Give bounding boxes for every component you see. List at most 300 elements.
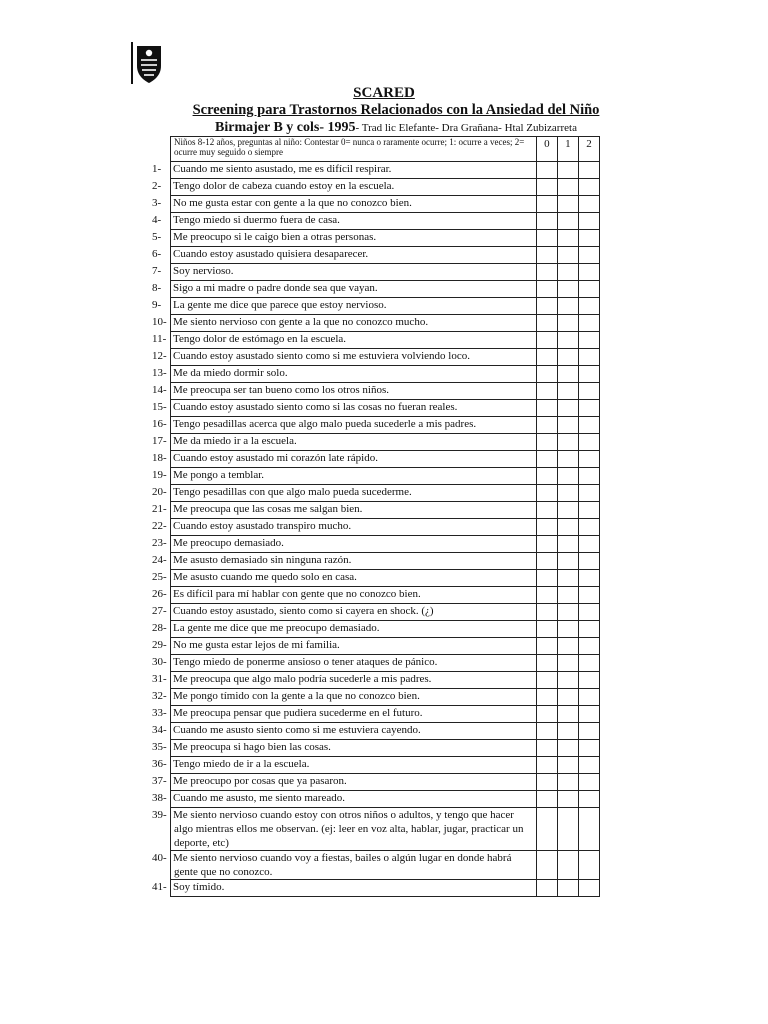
answer-cell-2[interactable] xyxy=(578,213,599,230)
question-text: Me siento nervioso cuando estoy con otros niños o adultos, y tengo que hacer algo mientras ellos me observan. (ej: leer en voz alta, hablar, jugar, practicar un deporte, etc) xyxy=(173,809,524,849)
answer-cell-1[interactable] xyxy=(557,366,578,383)
answer-cell-1[interactable] xyxy=(557,536,578,553)
question-number: 31- xyxy=(152,673,167,685)
question-number: 12- xyxy=(152,350,167,362)
answer-cell-1[interactable] xyxy=(557,485,578,502)
answer-cell-2[interactable] xyxy=(578,349,599,366)
table-row xyxy=(171,400,600,417)
question-text: Me asusto demasiado sin ninguna razón. xyxy=(173,554,352,566)
question-number: 22- xyxy=(152,520,167,532)
answer-cell-1[interactable] xyxy=(557,298,578,315)
table-row xyxy=(171,502,600,519)
answer-cell-2[interactable] xyxy=(578,196,599,213)
question-text: Cuando me siento asustado, me es difícil respirar. xyxy=(173,163,392,175)
answer-cell-1[interactable] xyxy=(557,621,578,638)
question-cell xyxy=(152,230,537,247)
answer-cell-1[interactable] xyxy=(557,383,578,400)
question-text: Tengo pesadillas acerca que algo malo pueda sucederle a mis padres. xyxy=(173,418,477,430)
answer-cell-0[interactable] xyxy=(536,689,557,706)
answer-cell-1[interactable] xyxy=(557,247,578,264)
table-row xyxy=(171,162,600,179)
question-number: 41- xyxy=(152,881,167,893)
institution-logo-icon xyxy=(131,42,165,84)
question-text: Me preocupa que algo malo podría sucederle a mis padres. xyxy=(173,673,432,685)
answer-cell-0[interactable] xyxy=(536,383,557,400)
answer-cell-0[interactable] xyxy=(536,264,557,281)
answer-cell-1[interactable] xyxy=(557,851,578,880)
question-cell xyxy=(152,655,537,672)
answer-cell-1[interactable] xyxy=(557,655,578,672)
question-cell xyxy=(152,723,537,740)
answer-cell-1[interactable] xyxy=(557,689,578,706)
question-cell xyxy=(152,502,537,519)
answer-cell-1[interactable] xyxy=(557,880,578,897)
answer-cell-0[interactable] xyxy=(536,536,557,553)
question-text: Soy tímido. xyxy=(173,881,225,893)
answer-cell-1[interactable] xyxy=(557,162,578,179)
answer-cell-0[interactable] xyxy=(536,655,557,672)
answer-cell-1[interactable] xyxy=(557,672,578,689)
table-row xyxy=(171,434,600,451)
score-header-1: 1 xyxy=(557,137,578,162)
answer-cell-0[interactable] xyxy=(536,366,557,383)
answer-cell-0[interactable] xyxy=(536,638,557,655)
table-row xyxy=(171,366,600,383)
answer-cell-0[interactable] xyxy=(536,740,557,757)
question-text: Me preocupo demasiado. xyxy=(173,537,284,549)
answer-cell-2[interactable] xyxy=(578,451,599,468)
answer-cell-2[interactable] xyxy=(578,621,599,638)
answer-cell-1[interactable] xyxy=(557,332,578,349)
answer-cell-0[interactable] xyxy=(536,179,557,196)
table-row xyxy=(171,247,600,264)
table-row xyxy=(171,851,600,880)
answer-cell-2[interactable] xyxy=(578,417,599,434)
answer-cell-0[interactable] xyxy=(536,349,557,366)
answer-cell-0[interactable] xyxy=(536,315,557,332)
answer-cell-0[interactable] xyxy=(536,570,557,587)
question-cell xyxy=(152,757,537,774)
question-cell xyxy=(152,247,537,264)
credits: - Trad lic Elefante- Dra Grañana- Htal Zubizarreta xyxy=(355,122,577,134)
question-number: 16- xyxy=(152,418,167,430)
answer-cell-2[interactable] xyxy=(578,851,599,880)
answer-cell-2[interactable] xyxy=(578,706,599,723)
answer-cell-1[interactable] xyxy=(557,179,578,196)
question-cell xyxy=(152,366,537,383)
document-title: SCARED xyxy=(353,85,415,101)
table-row xyxy=(171,689,600,706)
table-row xyxy=(171,179,600,196)
question-text: Cuando estoy asustado siento como si las cosas no fueran reales. xyxy=(173,401,458,413)
score-header-0: 0 xyxy=(536,137,557,162)
answer-cell-1[interactable] xyxy=(557,196,578,213)
question-text: Me preocupa pensar que pudiera sucederme en el futuro. xyxy=(173,707,423,719)
question-number: 17- xyxy=(152,435,167,447)
question-cell xyxy=(152,196,537,213)
question-number: 18- xyxy=(152,452,167,464)
answer-cell-2[interactable] xyxy=(578,740,599,757)
answer-cell-1[interactable] xyxy=(557,570,578,587)
answer-cell-1[interactable] xyxy=(557,468,578,485)
question-text: Me da miedo dormir solo. xyxy=(173,367,288,379)
answer-cell-0[interactable] xyxy=(536,757,557,774)
question-cell xyxy=(152,179,537,196)
question-number: 26- xyxy=(152,588,167,600)
table-row xyxy=(171,196,600,213)
question-text: Cuando estoy asustado quisiera desaparecer. xyxy=(173,248,369,260)
answer-cell-0[interactable] xyxy=(536,502,557,519)
answer-cell-2[interactable] xyxy=(578,519,599,536)
table-row xyxy=(171,723,600,740)
question-number: 29- xyxy=(152,639,167,651)
question-text: Tengo pesadillas con que algo malo pueda sucederme. xyxy=(173,486,412,498)
question-number: 25- xyxy=(152,571,167,583)
question-text: Soy nervioso. xyxy=(173,265,234,277)
question-cell xyxy=(152,774,537,791)
question-text: Tengo miedo si duermo fuera de casa. xyxy=(173,214,340,226)
answer-cell-0[interactable] xyxy=(536,553,557,570)
question-cell xyxy=(152,621,537,638)
answer-cell-2[interactable] xyxy=(578,230,599,247)
answer-cell-1[interactable] xyxy=(557,638,578,655)
question-text: Me siento nervioso con gente a la que no conozco mucho. xyxy=(173,316,429,328)
question-number: 32- xyxy=(152,690,167,702)
question-number: 39- xyxy=(152,809,167,821)
answer-cell-1[interactable] xyxy=(557,587,578,604)
question-number: 35- xyxy=(152,741,167,753)
answer-cell-0[interactable] xyxy=(536,672,557,689)
question-number: 30- xyxy=(152,656,167,668)
question-cell xyxy=(152,298,537,315)
question-number: 4- xyxy=(152,214,162,226)
table-row xyxy=(171,604,600,621)
answer-cell-0[interactable] xyxy=(536,281,557,298)
table-row xyxy=(171,587,600,604)
answer-cell-1[interactable] xyxy=(557,553,578,570)
question-cell xyxy=(152,468,537,485)
question-number: 10- xyxy=(152,316,167,328)
answer-cell-0[interactable] xyxy=(536,213,557,230)
question-text: Tengo dolor de estómago en la escuela. xyxy=(173,333,347,345)
answer-cell-0[interactable] xyxy=(536,468,557,485)
table-row xyxy=(171,808,600,851)
question-cell xyxy=(152,706,537,723)
question-text: Cuando estoy asustado siento como si me estuviera volviendo loco. xyxy=(173,350,470,362)
answer-cell-1[interactable] xyxy=(557,264,578,281)
table-row xyxy=(171,298,600,315)
question-number: 34- xyxy=(152,724,167,736)
answer-cell-2[interactable] xyxy=(578,553,599,570)
answer-cell-2[interactable] xyxy=(578,723,599,740)
question-number: 40- xyxy=(152,852,167,864)
question-number: 1- xyxy=(152,163,162,175)
question-text: Cuando me asusto, me siento mareado. xyxy=(173,792,345,804)
question-number: 11- xyxy=(152,333,167,345)
answer-cell-1[interactable] xyxy=(557,519,578,536)
answer-cell-0[interactable] xyxy=(536,196,557,213)
table-row xyxy=(171,383,600,400)
answer-cell-0[interactable] xyxy=(536,417,557,434)
question-cell xyxy=(152,417,537,434)
answer-cell-0[interactable] xyxy=(536,808,557,851)
question-text: No me gusta estar lejos de mi familia. xyxy=(173,639,340,651)
answer-cell-1[interactable] xyxy=(557,604,578,621)
question-number: 23- xyxy=(152,537,167,549)
answer-cell-2[interactable] xyxy=(578,162,599,179)
table-row xyxy=(171,264,600,281)
answer-cell-0[interactable] xyxy=(536,298,557,315)
question-number: 38- xyxy=(152,792,167,804)
answer-cell-1[interactable] xyxy=(557,315,578,332)
answer-cell-1[interactable] xyxy=(557,502,578,519)
answer-cell-0[interactable] xyxy=(536,519,557,536)
table-row xyxy=(171,485,600,502)
question-number: 24- xyxy=(152,554,167,566)
question-number: 13- xyxy=(152,367,167,379)
question-cell xyxy=(152,880,537,897)
answer-cell-1[interactable] xyxy=(557,434,578,451)
question-text: Tengo miedo de ir a la escuela. xyxy=(173,758,310,770)
answer-cell-2[interactable] xyxy=(578,247,599,264)
answer-cell-1[interactable] xyxy=(557,723,578,740)
answer-cell-2[interactable] xyxy=(578,179,599,196)
question-cell xyxy=(152,349,537,366)
answer-cell-2[interactable] xyxy=(578,638,599,655)
question-number: 2- xyxy=(152,180,162,192)
question-cell xyxy=(152,587,537,604)
answer-cell-2[interactable] xyxy=(578,366,599,383)
question-number: 9- xyxy=(152,299,162,311)
question-number: 27- xyxy=(152,605,167,617)
answer-cell-2[interactable] xyxy=(578,774,599,791)
answer-cell-2[interactable] xyxy=(578,604,599,621)
question-cell xyxy=(152,281,537,298)
question-number: 8- xyxy=(152,282,162,294)
table-row xyxy=(171,774,600,791)
question-text: Tengo miedo de ponerme ansioso o tener ataques de pánico. xyxy=(173,656,438,668)
table-row xyxy=(171,315,600,332)
table-row xyxy=(171,706,600,723)
table-row xyxy=(171,349,600,366)
question-number: 3- xyxy=(152,197,162,209)
table-row xyxy=(171,740,600,757)
answer-cell-0[interactable] xyxy=(536,706,557,723)
question-text: Me preocupo si le caigo bien a otras personas. xyxy=(173,231,377,243)
answer-cell-0[interactable] xyxy=(536,791,557,808)
question-cell xyxy=(152,604,537,621)
question-cell xyxy=(152,808,537,851)
question-cell xyxy=(152,485,537,502)
table-row xyxy=(171,468,600,485)
question-text: Cuando me asusto siento como si me estuviera cayendo. xyxy=(173,724,421,736)
question-cell xyxy=(152,638,537,655)
answer-cell-0[interactable] xyxy=(536,485,557,502)
answer-cell-0[interactable] xyxy=(536,604,557,621)
table-row xyxy=(171,553,600,570)
answer-cell-2[interactable] xyxy=(578,587,599,604)
question-number: 19- xyxy=(152,469,167,481)
question-text: Tengo dolor de cabeza cuando estoy en la escuela. xyxy=(173,180,395,192)
answer-cell-0[interactable] xyxy=(536,451,557,468)
question-cell xyxy=(152,315,537,332)
table-row xyxy=(171,638,600,655)
answer-cell-0[interactable] xyxy=(536,434,557,451)
answer-cell-2[interactable] xyxy=(578,434,599,451)
question-number: 6- xyxy=(152,248,162,260)
answer-cell-0[interactable] xyxy=(536,162,557,179)
question-number: 20- xyxy=(152,486,167,498)
table-row xyxy=(171,281,600,298)
table-row xyxy=(171,621,600,638)
answer-cell-0[interactable] xyxy=(536,723,557,740)
answer-cell-2[interactable] xyxy=(578,332,599,349)
answer-cell-0[interactable] xyxy=(536,400,557,417)
question-cell xyxy=(152,689,537,706)
question-text: Cuando estoy asustado transpiro mucho. xyxy=(173,520,352,532)
question-text: Me preocupa ser tan bueno como los otros niños. xyxy=(173,384,389,396)
answer-cell-2[interactable] xyxy=(578,791,599,808)
answer-cell-2[interactable] xyxy=(578,400,599,417)
table-row xyxy=(171,332,600,349)
question-cell xyxy=(152,536,537,553)
question-cell xyxy=(152,383,537,400)
document-byline xyxy=(12,120,768,136)
answer-cell-1[interactable] xyxy=(557,740,578,757)
answer-cell-1[interactable] xyxy=(557,349,578,366)
answer-cell-0[interactable] xyxy=(536,621,557,638)
questionnaire-table xyxy=(152,136,600,897)
table-row xyxy=(171,417,600,434)
question-number: 28- xyxy=(152,622,167,634)
question-cell xyxy=(152,740,537,757)
answer-cell-2[interactable] xyxy=(578,808,599,851)
answer-cell-2[interactable] xyxy=(578,298,599,315)
table-row xyxy=(171,230,600,247)
answer-cell-2[interactable] xyxy=(578,502,599,519)
answer-cell-0[interactable] xyxy=(536,851,557,880)
question-number: 37- xyxy=(152,775,167,787)
answer-cell-1[interactable] xyxy=(557,417,578,434)
question-number: 21- xyxy=(152,503,167,515)
question-text: Me preocupo por cosas que ya pasaron. xyxy=(173,775,347,787)
question-number: 36- xyxy=(152,758,167,770)
answer-cell-1[interactable] xyxy=(557,451,578,468)
table-row xyxy=(171,791,600,808)
question-text: Me siento nervioso cuando voy a fiestas, bailes o algún lugar en donde habrá gente que no conozco. xyxy=(173,852,512,878)
answer-cell-1[interactable] xyxy=(557,213,578,230)
answer-cell-0[interactable] xyxy=(536,880,557,897)
question-text: Me asusto cuando me quedo solo en casa. xyxy=(173,571,357,583)
question-text: La gente me dice que parece que estoy nervioso. xyxy=(173,299,387,311)
answer-cell-2[interactable] xyxy=(578,689,599,706)
answer-cell-0[interactable] xyxy=(536,332,557,349)
answer-cell-0[interactable] xyxy=(536,587,557,604)
question-number: 5- xyxy=(152,231,162,243)
instructions-header: Niños 8-12 años, preguntas al niño: Contestar 0= nunca o raramente ocurre; 1: ocurre a veces; 2= ocurre muy seguido o siempre xyxy=(171,137,537,162)
answer-cell-2[interactable] xyxy=(578,672,599,689)
answer-cell-2[interactable] xyxy=(578,536,599,553)
question-text: Me pongo tímido con la gente a la que no conozco bien. xyxy=(173,690,420,702)
table-row xyxy=(171,213,600,230)
score-header-2: 2 xyxy=(578,137,599,162)
answer-cell-2[interactable] xyxy=(578,383,599,400)
question-text: Cuando estoy asustado, siento como si cayera en shock. (¿) xyxy=(173,605,434,617)
answer-cell-0[interactable] xyxy=(536,774,557,791)
table-row xyxy=(171,519,600,536)
answer-cell-1[interactable] xyxy=(557,230,578,247)
answer-cell-1[interactable] xyxy=(557,791,578,808)
question-number: 15- xyxy=(152,401,167,413)
question-cell xyxy=(152,570,537,587)
table-row xyxy=(171,570,600,587)
answer-cell-2[interactable] xyxy=(578,281,599,298)
question-cell xyxy=(152,434,537,451)
question-cell xyxy=(152,851,537,880)
answer-cell-2[interactable] xyxy=(578,485,599,502)
question-cell xyxy=(152,162,537,179)
questionnaire-items xyxy=(152,162,600,897)
table-row xyxy=(171,757,600,774)
answer-cell-2[interactable] xyxy=(578,315,599,332)
answer-cell-2[interactable] xyxy=(578,468,599,485)
authors: Birmajer B y cols- 1995 xyxy=(215,120,356,135)
question-cell xyxy=(152,553,537,570)
question-cell xyxy=(152,451,537,468)
answer-cell-1[interactable] xyxy=(557,757,578,774)
table-row xyxy=(171,655,600,672)
question-text: Me preocupa si hago bien las cosas. xyxy=(173,741,331,753)
answer-cell-1[interactable] xyxy=(557,400,578,417)
question-text: Sigo a mi madre o padre donde sea que vayan. xyxy=(173,282,378,294)
table-row xyxy=(171,880,600,897)
question-text: La gente me dice que me preocupo demasiado. xyxy=(173,622,380,634)
question-number: 7- xyxy=(152,265,162,277)
question-text: Me pongo a temblar. xyxy=(173,469,265,481)
question-text: Cuando estoy asustado mi corazón late rápido. xyxy=(173,452,378,464)
table-row xyxy=(171,451,600,468)
question-cell xyxy=(152,264,537,281)
question-cell xyxy=(152,332,537,349)
document-subtitle: Screening para Trastornos Relacionados con la Ansiedad del Niño xyxy=(192,102,600,118)
table-header-row xyxy=(171,137,600,162)
answer-cell-1[interactable] xyxy=(557,774,578,791)
question-cell xyxy=(152,400,537,417)
table-row xyxy=(171,536,600,553)
question-text: Me preocupa que las cosas me salgan bien. xyxy=(173,503,363,515)
question-text: Me da miedo ir a la escuela. xyxy=(173,435,297,447)
answer-cell-1[interactable] xyxy=(557,281,578,298)
question-number: 33- xyxy=(152,707,167,719)
question-cell xyxy=(152,791,537,808)
table-row xyxy=(171,672,600,689)
answer-cell-0[interactable] xyxy=(536,247,557,264)
answer-cell-2[interactable] xyxy=(578,264,599,281)
question-cell xyxy=(152,213,537,230)
question-text: Es difícil para mí hablar con gente que no conozco bien. xyxy=(173,588,421,600)
answer-cell-2[interactable] xyxy=(578,655,599,672)
answer-cell-1[interactable] xyxy=(557,706,578,723)
question-cell xyxy=(152,519,537,536)
answer-cell-2[interactable] xyxy=(578,880,599,897)
answer-cell-2[interactable] xyxy=(578,570,599,587)
question-number: 14- xyxy=(152,384,167,396)
answer-cell-1[interactable] xyxy=(557,808,578,851)
answer-cell-0[interactable] xyxy=(536,230,557,247)
question-text: No me gusta estar con gente a la que no conozco bien. xyxy=(173,197,412,209)
answer-cell-2[interactable] xyxy=(578,757,599,774)
question-cell xyxy=(152,672,537,689)
